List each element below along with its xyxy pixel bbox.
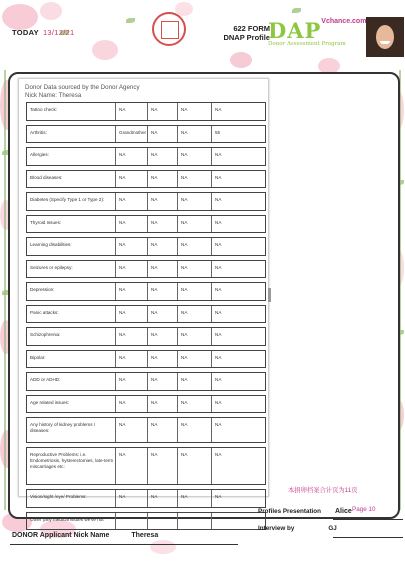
column-divider [147, 171, 148, 188]
medical-history-table [26, 102, 266, 534]
form-title-line1: 622 FORM [233, 24, 270, 33]
column-divider [211, 216, 212, 233]
column-divider [147, 148, 148, 165]
logo-tagline: Donor Assessment Program [268, 41, 346, 47]
column-divider [115, 306, 116, 323]
column-divider [211, 396, 212, 413]
row-value-4: NA [215, 452, 222, 457]
logo-domain: Vchance.com [321, 18, 367, 25]
column-divider [177, 171, 178, 188]
column-divider [211, 193, 212, 210]
interview-underline [333, 537, 403, 538]
column-divider [177, 238, 178, 255]
row-value-4: NA [215, 422, 222, 427]
table-row [26, 512, 266, 531]
table-row [26, 395, 266, 414]
row-value-3: NA [181, 152, 188, 157]
row-label: Bipolar: [30, 354, 46, 360]
row-value-1: NA [119, 422, 126, 427]
column-divider [211, 351, 212, 368]
table-row [26, 417, 266, 443]
row-value-3: NA [181, 494, 188, 499]
row-value-1: NA [119, 107, 126, 112]
column-divider [115, 171, 116, 188]
column-divider [211, 513, 212, 530]
row-value-3: NA [181, 309, 188, 315]
row-value-1: NA [119, 452, 126, 457]
table-row [26, 447, 266, 485]
table-row [26, 192, 266, 211]
row-value-4: NA [215, 264, 222, 270]
row-label: Thyroid Issues: [30, 219, 62, 225]
row-label: Blood diseases: [30, 174, 63, 180]
column-divider [147, 238, 148, 255]
row-value-1: NA [119, 332, 126, 337]
row-value-4: NA [215, 377, 222, 382]
column-divider [115, 126, 116, 143]
column-divider [177, 328, 178, 345]
interview-label: Interview by [258, 525, 295, 532]
sheet-scroll-handle[interactable] [268, 288, 271, 302]
column-divider [177, 396, 178, 413]
column-divider [115, 193, 116, 210]
row-label: Reproductive Problems: i.e. Endometriosis, hysterectomies, late-term miscarriages etc: [30, 452, 114, 469]
column-divider [211, 490, 212, 507]
column-divider [211, 306, 212, 323]
row-value-1: NA [119, 287, 126, 292]
row-value-1: NA [119, 264, 126, 270]
column-divider [147, 373, 148, 390]
column-divider [177, 513, 178, 530]
profiles-label: Profiles Presentation [258, 508, 321, 515]
column-divider [211, 171, 212, 188]
row-value-2: NA [151, 174, 158, 180]
column-divider [147, 261, 148, 278]
column-divider [177, 148, 178, 165]
row-value-4: NA [215, 242, 222, 247]
row-label: Learning disabilities: [30, 242, 72, 247]
row-value-1: NA [119, 399, 126, 405]
column-divider [147, 351, 148, 368]
column-divider [115, 418, 116, 442]
row-value-3: NA [181, 107, 188, 112]
column-divider [115, 148, 116, 165]
table-row [26, 125, 266, 144]
table-row [26, 260, 266, 279]
column-divider [177, 283, 178, 300]
row-value-4: NA [215, 287, 222, 292]
row-value-2: NA [151, 129, 158, 135]
table-row [26, 489, 266, 508]
row-value-4: NA [215, 197, 222, 202]
today-value: 13/12/21 [42, 28, 75, 37]
row-value-1: Grandmother [119, 129, 147, 135]
row-value-2: NA [151, 264, 158, 270]
row-label: Arthritis: [30, 129, 47, 135]
column-divider [147, 418, 148, 442]
table-row [26, 327, 266, 346]
row-label: Depression: [30, 287, 55, 292]
row-label: Seizures or epilepsy: [30, 264, 73, 270]
row-value-3: NA [181, 264, 188, 270]
row-value-1: NA [119, 377, 126, 382]
column-divider [177, 216, 178, 233]
donor-data-sheet [18, 78, 269, 522]
today-date [12, 28, 75, 37]
row-value-3: NA [181, 377, 188, 382]
row-label: Other (any medical issues we've not [30, 516, 104, 522]
column-divider [211, 418, 212, 442]
column-divider [115, 328, 116, 345]
column-divider [147, 306, 148, 323]
row-value-3: NA [181, 452, 188, 457]
donor-underline [10, 544, 238, 545]
column-divider [177, 351, 178, 368]
row-label: Vision/sight /eye/ Problems: [30, 494, 87, 499]
column-divider [147, 328, 148, 345]
column-divider [211, 148, 212, 165]
column-divider [177, 103, 178, 120]
row-value-3: NA [181, 332, 188, 337]
row-value-1: NA [119, 174, 126, 180]
row-value-1: NA [119, 197, 126, 202]
column-divider [147, 448, 148, 484]
column-divider [115, 448, 116, 484]
donor-nick-name: Theresa [131, 532, 159, 539]
column-divider [115, 261, 116, 278]
dap-logo [268, 18, 366, 47]
row-value-2: NA [151, 332, 158, 337]
row-value-2: NA [151, 452, 158, 457]
row-value-2: NA [151, 152, 158, 157]
row-value-3: NA [181, 242, 188, 247]
column-divider [177, 126, 178, 143]
row-value-1: NA [119, 309, 126, 315]
row-value-4: NA [215, 399, 222, 405]
column-divider [147, 193, 148, 210]
row-value-2: NA [151, 422, 158, 427]
column-divider [147, 103, 148, 120]
row-value-2: NA [151, 399, 158, 405]
column-divider [147, 513, 148, 530]
table-row [26, 305, 266, 324]
table-row [26, 147, 266, 166]
table-row [26, 215, 266, 234]
column-divider [115, 283, 116, 300]
row-value-2: NA [151, 197, 158, 202]
column-divider [147, 283, 148, 300]
row-value-4: NA [215, 174, 222, 180]
row-value-4: NA [215, 309, 222, 315]
column-divider [115, 490, 116, 507]
column-divider [115, 513, 116, 530]
page-header [0, 0, 405, 62]
interview-by [258, 525, 337, 532]
table-row [26, 350, 266, 369]
row-label: Any history of kidney problems / diseases: [30, 422, 96, 433]
row-value-1: NA [119, 152, 126, 157]
column-divider [115, 216, 116, 233]
row-label: Diabetes (Specify Type 1 or Type 2): [30, 197, 105, 202]
table-row [26, 170, 266, 189]
row-value-2: NA [151, 377, 158, 382]
column-divider [211, 126, 212, 143]
row-value-4: 55 [215, 129, 221, 135]
column-divider [211, 261, 212, 278]
source-line: Donor Data sourced by the Donor Agency [25, 84, 140, 91]
column-divider [211, 238, 212, 255]
column-divider [177, 193, 178, 210]
form-title [206, 24, 270, 42]
row-value-3: NA [181, 174, 188, 180]
column-divider [211, 283, 212, 300]
column-divider [147, 216, 148, 233]
row-label: Panic attacks: [30, 309, 59, 315]
row-value-3: NA [181, 399, 188, 405]
row-value-4: NA [215, 107, 222, 112]
table-row [26, 237, 266, 256]
profiles-presentation [258, 508, 352, 515]
row-value-1: NA [119, 494, 126, 499]
row-value-3: NA [181, 219, 188, 225]
donor-label: DONOR Applicant Nick Name [12, 532, 110, 539]
column-divider [177, 261, 178, 278]
donor-photo [366, 17, 404, 57]
column-divider [147, 396, 148, 413]
column-divider [115, 396, 116, 413]
row-value-2: NA [151, 494, 158, 499]
sheet-header [25, 84, 140, 100]
table-row [26, 282, 266, 301]
row-value-1: NA [119, 219, 126, 225]
column-divider [177, 373, 178, 390]
donor-applicant [12, 532, 158, 539]
row-value-2: NA [151, 287, 158, 292]
profiles-underline [333, 519, 403, 520]
page-count-note: 本捐卵档案合计页为11页 [288, 487, 358, 494]
row-value-1: NA [119, 242, 126, 247]
form-title-line2: DNAP Profile [223, 33, 270, 42]
row-value-2: NA [151, 309, 158, 315]
row-label: Schizophrenia: [30, 332, 61, 337]
row-value-2: NA [151, 242, 158, 247]
profiles-person: Alice [335, 508, 352, 515]
row-value-3: NA [181, 287, 188, 292]
column-divider [211, 448, 212, 484]
row-value-3: NA [181, 354, 188, 360]
row-value-4: NA [215, 354, 222, 360]
table-row [26, 102, 266, 121]
column-divider [211, 373, 212, 390]
page-number: Page 10 [352, 506, 376, 513]
column-divider [115, 351, 116, 368]
nick-name-line: Nick Name: Theresa [25, 92, 82, 99]
row-label: Allergies: [30, 152, 49, 157]
column-divider [177, 490, 178, 507]
column-divider [147, 126, 148, 143]
row-value-4: NA [215, 219, 222, 225]
red-seal-stamp [152, 12, 186, 46]
column-divider [115, 103, 116, 120]
column-divider [211, 103, 212, 120]
column-divider [115, 373, 116, 390]
row-value-2: NA [151, 354, 158, 360]
row-value-1: NA [119, 354, 126, 360]
row-value-4: NA [215, 152, 222, 157]
row-label: Age related issues: [30, 399, 70, 405]
row-label: Tattoo check: [30, 107, 58, 112]
row-value-4: NA [215, 332, 222, 337]
logo-main: DAP [268, 18, 322, 43]
row-value-2: NA [151, 219, 158, 225]
column-divider [177, 306, 178, 323]
row-value-2: NA [151, 107, 158, 112]
column-divider [177, 418, 178, 442]
today-label: TODAY [12, 28, 39, 37]
interview-person: GJ [328, 525, 337, 532]
column-divider [115, 238, 116, 255]
row-value-3: NA [181, 422, 188, 427]
row-value-4: NA [215, 494, 222, 499]
column-divider [211, 328, 212, 345]
row-value-3: NA [181, 197, 188, 202]
row-label: ADD or ADHD: [30, 377, 61, 382]
row-value-3: NA [181, 129, 188, 135]
table-row [26, 372, 266, 391]
column-divider [147, 490, 148, 507]
column-divider [177, 448, 178, 484]
